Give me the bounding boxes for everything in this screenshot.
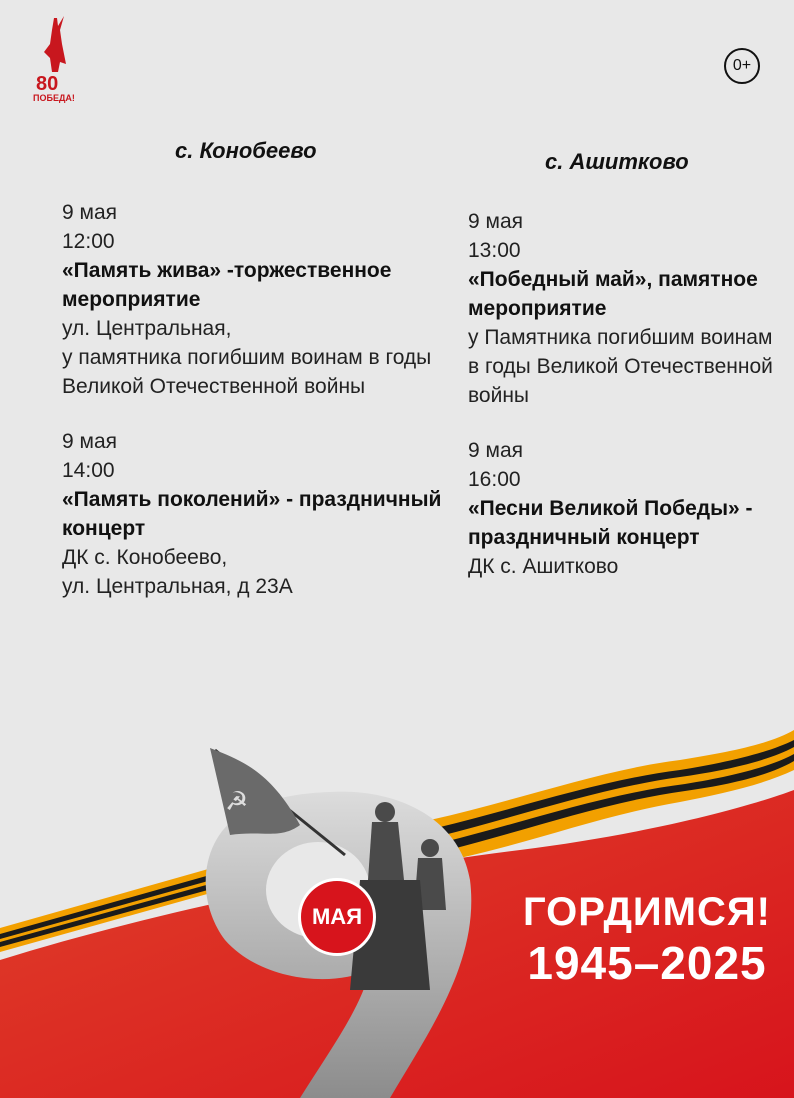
slogan (522, 888, 772, 990)
event-place: ул. Центральная, д 23А (62, 575, 293, 598)
event-item (62, 427, 447, 601)
slogan-line-1: ГОРДИМСЯ! (523, 890, 771, 934)
event-item (468, 207, 778, 410)
events-column-left (62, 198, 447, 627)
age-rating-badge: 0+ (724, 48, 760, 84)
event-time: 16:00 (468, 468, 521, 491)
event-time: 12:00 (62, 230, 115, 253)
village-title-left: с. Конобеево (175, 138, 317, 163)
event-title: «Память поколений» - праздничный концерт (62, 488, 442, 540)
slogan-years: 1945–2025 (527, 937, 767, 989)
event-title: «Песни Великой Победы» - праздничный концерт (468, 497, 753, 549)
event-place: у Памятника погибшим воинам в годы Великой Отечественной войны (468, 326, 773, 407)
event-place: ДК с. Конобеево, (62, 546, 228, 569)
event-item (62, 198, 447, 401)
logo-number: 80 (36, 73, 59, 95)
hammer-sickle-icon: ☭ (225, 786, 249, 816)
event-item (468, 436, 778, 581)
event-place: у памятника погибшим воинам в годы Великой Отечественной войны (62, 346, 432, 398)
event-date: 9 мая (62, 201, 118, 224)
event-time: 13:00 (468, 239, 521, 262)
event-title: «Победный май», памятное мероприятие (468, 268, 758, 320)
event-time: 14:00 (62, 459, 115, 482)
victory-80-logo (30, 14, 80, 104)
event-date: 9 мая (468, 210, 524, 233)
event-date: 9 мая (62, 430, 118, 453)
may-badge: МАЯ (298, 878, 376, 956)
event-place: ДК с. Ашитково (468, 555, 619, 578)
logo-word: ПОБЕДА! (33, 93, 75, 103)
motherland-statue-icon (44, 16, 66, 72)
village-title-right: с. Ашитково (545, 149, 689, 174)
event-date: 9 мая (468, 439, 524, 462)
event-title: «Память жива» -торжественное мероприятие (62, 259, 392, 311)
events-column-right (468, 207, 778, 607)
event-place: ул. Центральная, (62, 317, 232, 340)
